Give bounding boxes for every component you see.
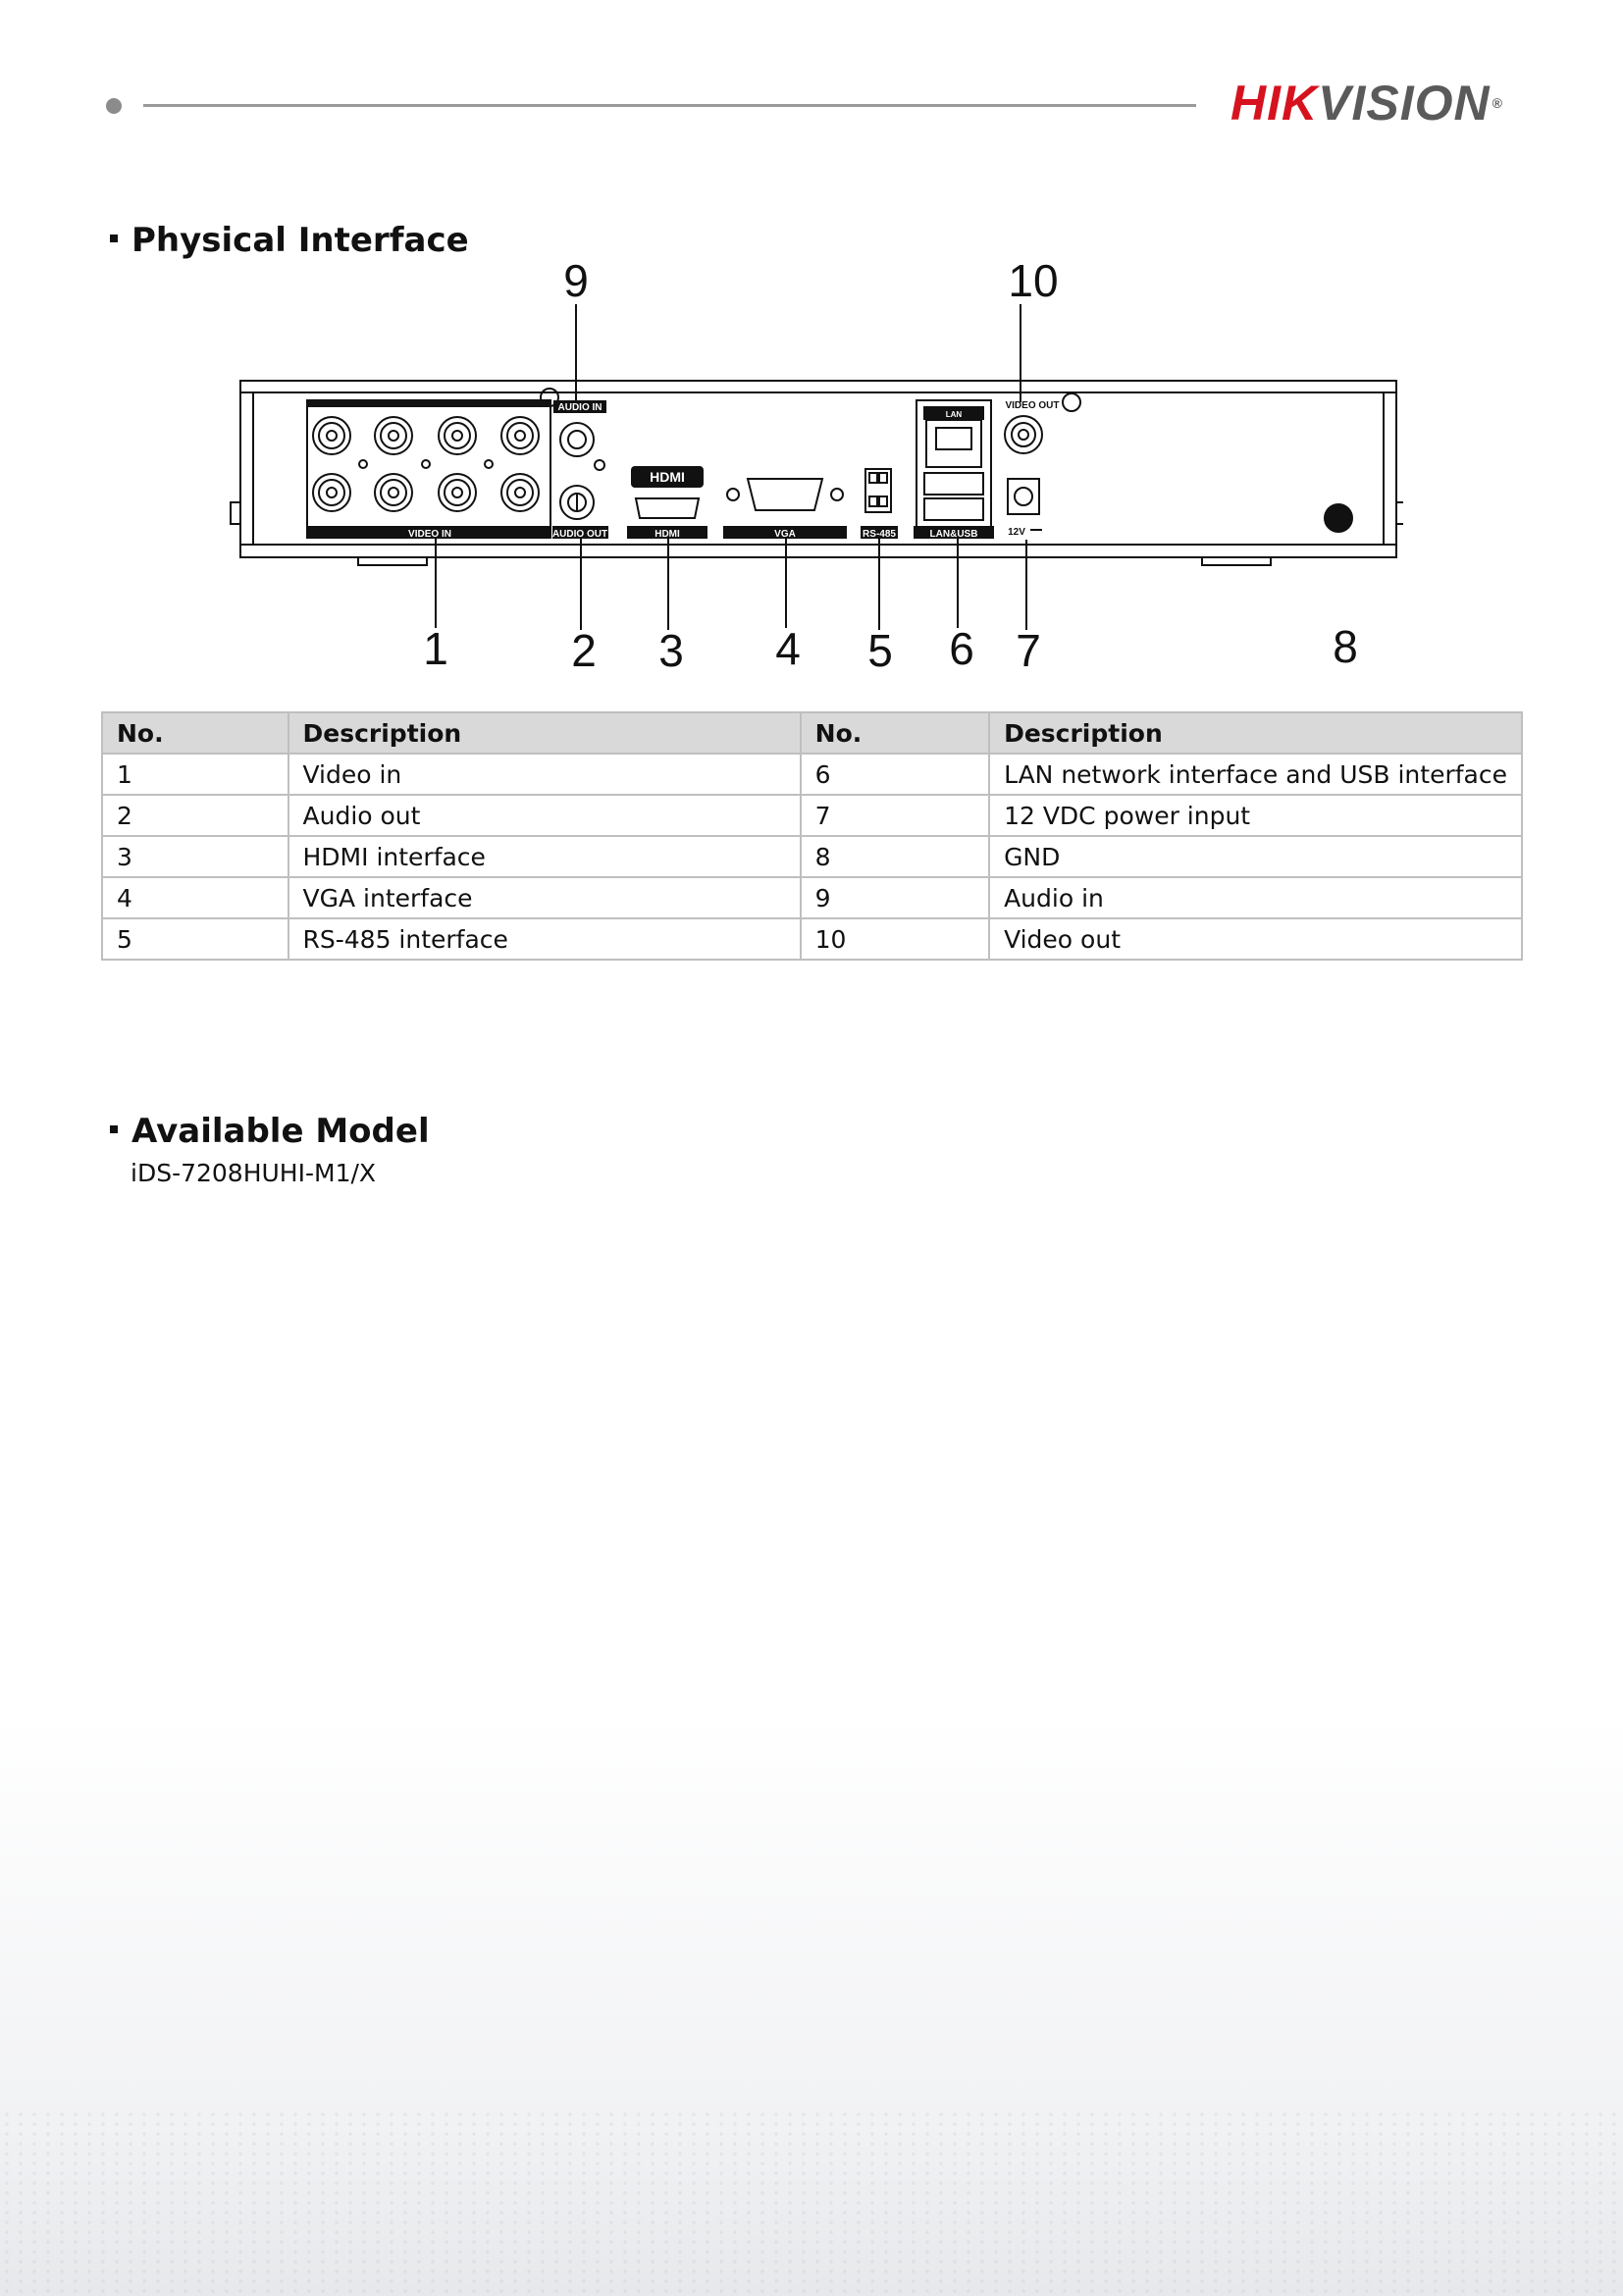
table-row — [102, 795, 1522, 836]
table-cell: Audio in — [989, 877, 1522, 918]
label-lan-usb: LAN&USB — [929, 529, 978, 540]
table-row — [102, 754, 1522, 795]
label-vga: VGA — [774, 529, 796, 540]
callout-2: 2 — [571, 625, 597, 676]
table-row — [102, 918, 1522, 960]
available-model-heading — [110, 1112, 430, 1151]
logo-gray-text: VISION — [1318, 76, 1491, 130]
hikvision-logo — [1230, 77, 1503, 130]
table-cell: HDMI interface — [288, 836, 801, 877]
table-cell: GND — [989, 836, 1522, 877]
table-cell: 6 — [801, 754, 989, 795]
label-audio-out: AUDIO OUT — [551, 529, 608, 540]
heading-bullet — [110, 235, 118, 242]
table-cell: 8 — [801, 836, 989, 877]
label-rs485: RS-485 — [863, 529, 896, 540]
table-cell: 9 — [801, 877, 989, 918]
table-row — [102, 836, 1522, 877]
callout-10: 10 — [1008, 255, 1059, 306]
table-cell: 4 — [102, 877, 288, 918]
table-cell: Video in — [288, 754, 801, 795]
logo-registered-mark: ® — [1492, 95, 1503, 111]
table-cell: Video out — [989, 918, 1522, 960]
table-cell: 7 — [801, 795, 989, 836]
header-line — [143, 104, 1196, 107]
physical-interface-title: Physical Interface — [131, 221, 469, 260]
callout-1: 1 — [423, 623, 448, 674]
table-header-row — [102, 712, 1522, 754]
label-hdmi-logo: HDMI — [650, 469, 685, 485]
callout-5: 5 — [867, 625, 893, 676]
callout-9: 9 — [563, 255, 589, 306]
label-12v: 12V — [1008, 527, 1025, 538]
table-header-cell: No. — [102, 712, 288, 754]
callout-4: 4 — [775, 623, 801, 674]
rear-panel-diagram — [226, 245, 1403, 687]
table-cell: 10 — [801, 918, 989, 960]
callout-8: 8 — [1333, 621, 1358, 672]
table-header-cell: Description — [288, 712, 801, 754]
callout-3: 3 — [658, 625, 684, 676]
page-background-pattern — [0, 2110, 1623, 2296]
table-cell: VGA interface — [288, 877, 801, 918]
table-cell: RS-485 interface — [288, 918, 801, 960]
label-hdmi: HDMI — [654, 529, 680, 540]
table-row — [102, 877, 1522, 918]
table-cell: 12 VDC power input — [989, 795, 1522, 836]
table-cell: Audio out — [288, 795, 801, 836]
callout-7: 7 — [1016, 625, 1041, 676]
table-header-cell: No. — [801, 712, 989, 754]
table-cell: 1 — [102, 754, 288, 795]
label-video-in: VIDEO IN — [408, 529, 451, 540]
table-cell: 5 — [102, 918, 288, 960]
logo-red-text: HIK — [1230, 76, 1319, 130]
table-cell: 2 — [102, 795, 288, 836]
table-cell: LAN network interface and USB interface — [989, 754, 1522, 795]
table-cell: 3 — [102, 836, 288, 877]
model-number: iDS-7208HUHI-M1/X — [131, 1159, 377, 1187]
label-audio-in: AUDIO IN — [557, 402, 602, 413]
available-model-title: Available Model — [131, 1112, 430, 1151]
heading-bullet — [110, 1125, 118, 1133]
interface-table — [101, 711, 1523, 961]
callout-6: 6 — [949, 623, 974, 674]
label-lan-jack: LAN — [945, 410, 963, 419]
label-video-out: VIDEO OUT — [1005, 400, 1060, 411]
header-dot — [106, 98, 122, 114]
table-header-cell: Description — [989, 712, 1522, 754]
